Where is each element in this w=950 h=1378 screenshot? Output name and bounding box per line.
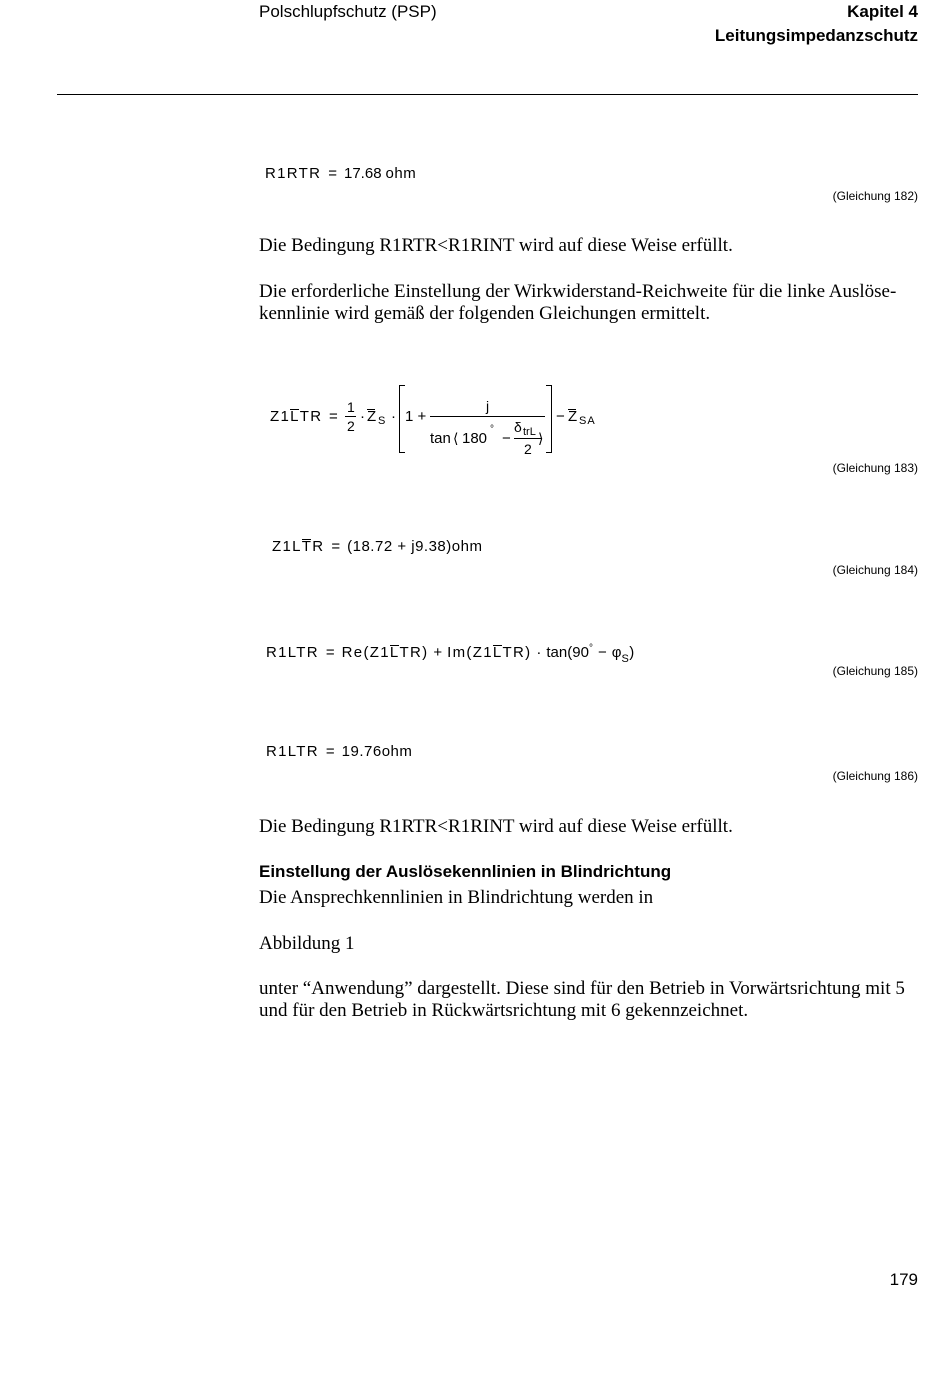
running-header-chapter: Kapitel 4 xyxy=(847,2,918,21)
closing-paragraph xyxy=(259,978,905,1022)
intro-line-1: Die erforderliche Einstellung der Wirkwiderstand-Reichweite für die linke Auslöse- xyxy=(259,281,897,302)
eq183-minus: − xyxy=(556,408,565,425)
equation-183-number: (Gleichung 183) xyxy=(832,461,918,475)
eq183-angle-180: 180 xyxy=(462,430,488,447)
eq183-right-bracket xyxy=(546,385,552,453)
eq183-equals: = xyxy=(329,408,338,425)
running-header-chapter-title: Leitungsimpedanzschutz xyxy=(714,26,918,45)
eq185-phi: φ xyxy=(611,644,622,661)
eq183-right-angle: ⟩ xyxy=(538,431,544,447)
equation-185-number: (Gleichung 185) xyxy=(832,664,918,678)
eq183-zs xyxy=(367,408,376,426)
eq185-real-suffix: TR) xyxy=(399,644,429,661)
eq184-value: (18.72 + j9.38)ohm xyxy=(347,538,483,555)
eq185-minus: − xyxy=(597,644,607,661)
eq185-real-prefix: Re(Z1 xyxy=(341,644,390,661)
eq185-plus: + xyxy=(433,644,443,661)
eq182-lhs: R1RTR xyxy=(265,165,322,182)
equation-185 xyxy=(266,644,634,664)
eq184-lhs-suffix: R xyxy=(312,538,325,555)
eq183-dot-1: · xyxy=(360,408,365,425)
eq183-one-plus: 1 + xyxy=(405,408,427,425)
header-rule xyxy=(57,94,918,95)
eq183-zsa xyxy=(568,408,577,426)
eq183-inner-denominator: 2 xyxy=(524,441,532,457)
eq186-value: 19.76ohm xyxy=(341,743,413,760)
eq183-half-fraction-line xyxy=(345,416,356,417)
eq183-half-numerator: 1 xyxy=(347,399,355,415)
intro-line-2: kennlinie wird gemäß der folgenden Gleichungen ermittelt. xyxy=(259,303,711,324)
eq185-phi-subscript: S xyxy=(621,653,630,665)
eq183-zsa-symbol: Z xyxy=(568,408,578,425)
eq182-unit: ohm xyxy=(385,165,417,182)
eq185-degree: ° xyxy=(588,643,593,654)
eq183-half-denominator: 2 xyxy=(347,418,355,434)
eq183-lhs-suffix: TR xyxy=(299,408,323,425)
equation-186-number: (Gleichung 186) xyxy=(832,769,918,783)
eq183-fraction-numerator: j xyxy=(486,398,490,414)
eq185-real-vector-letter: L xyxy=(389,644,400,661)
page-number: 179 xyxy=(889,1270,918,1289)
eq186-lhs: R1LTR xyxy=(266,743,319,760)
eq183-lhs xyxy=(270,408,322,426)
eq185-imag-part xyxy=(447,644,531,661)
eq183-left-angle: ⟨ xyxy=(453,431,459,447)
eq183-zsa-subscript: SA xyxy=(579,415,596,427)
eq183-lhs-prefix: Z1 xyxy=(270,408,291,425)
eq185-imag-prefix: Im(Z1 xyxy=(447,644,493,661)
equation-182-number: (Gleichung 182) xyxy=(832,189,918,203)
running-header-section: Polschlupfschutz (PSP) xyxy=(259,2,437,21)
eq183-zs-subscript: S xyxy=(378,415,386,427)
eq182-value: 17.68 xyxy=(344,165,382,182)
eq183-delta-subscript: trL xyxy=(523,426,536,438)
eq185-tan: tan(90 xyxy=(546,644,589,661)
equation-186 xyxy=(266,743,412,761)
condition-statement-1: Die Bedingung R1RTR<R1RINT wird auf diese Weise erfüllt. xyxy=(259,235,733,256)
closing-line-2: und für den Betrieb in Rückwärtsrichtung mit 6 gekennzeichnet. xyxy=(259,1000,749,1021)
condition-statement-2: Die Bedingung R1RTR<R1RINT wird auf diese Weise erfüllt. xyxy=(259,816,733,837)
eq183-fraction-line xyxy=(430,416,545,417)
equation-183 xyxy=(260,380,605,460)
equation-184-number: (Gleichung 184) xyxy=(832,563,918,577)
eq183-tan: tan xyxy=(430,430,451,447)
eq184-equals: = xyxy=(331,538,341,555)
eq186-equals: = xyxy=(325,743,335,760)
eq185-imag-vector-letter: L xyxy=(492,644,503,661)
eq183-zs-symbol: Z xyxy=(367,408,377,425)
eq185-real-part xyxy=(342,644,429,661)
equation-182 xyxy=(265,165,416,183)
intro-paragraph xyxy=(259,281,896,325)
section-heading: Einstellung der Auslösekennlinien in Blindrichtung xyxy=(259,862,672,881)
eq183-dot-2: · xyxy=(391,408,396,425)
eq185-imag-suffix: TR) xyxy=(502,644,532,661)
eq182-equals: = xyxy=(328,165,337,182)
eq185-lhs: R1LTR xyxy=(266,644,319,661)
eq184-lhs xyxy=(272,538,324,555)
eq183-lhs-vector-letter: L xyxy=(290,408,300,425)
equation-184 xyxy=(272,538,482,556)
eq183-inner-minus: − xyxy=(502,430,511,447)
eq183-inner-fraction-line xyxy=(514,438,541,439)
eq184-lhs-vector-letter: T xyxy=(301,538,313,555)
eq185-equals: = xyxy=(325,644,335,661)
figure-reference: Abbildung 1 xyxy=(259,933,355,954)
eq185-close-paren: ) xyxy=(629,644,635,661)
reactive-intro: Die Ansprechkennlinien in Blindrichtung werden in xyxy=(259,887,654,908)
eq183-delta: δ xyxy=(514,419,522,435)
eq185-dot: · xyxy=(536,644,542,661)
closing-line-1: unter “Anwendung” dargestellt. Diese sind für den Betrieb in Vorwärtsrichtung mit 5 xyxy=(259,978,905,999)
eq183-degree: ° xyxy=(490,424,494,435)
eq184-lhs-prefix: Z1L xyxy=(272,538,302,555)
